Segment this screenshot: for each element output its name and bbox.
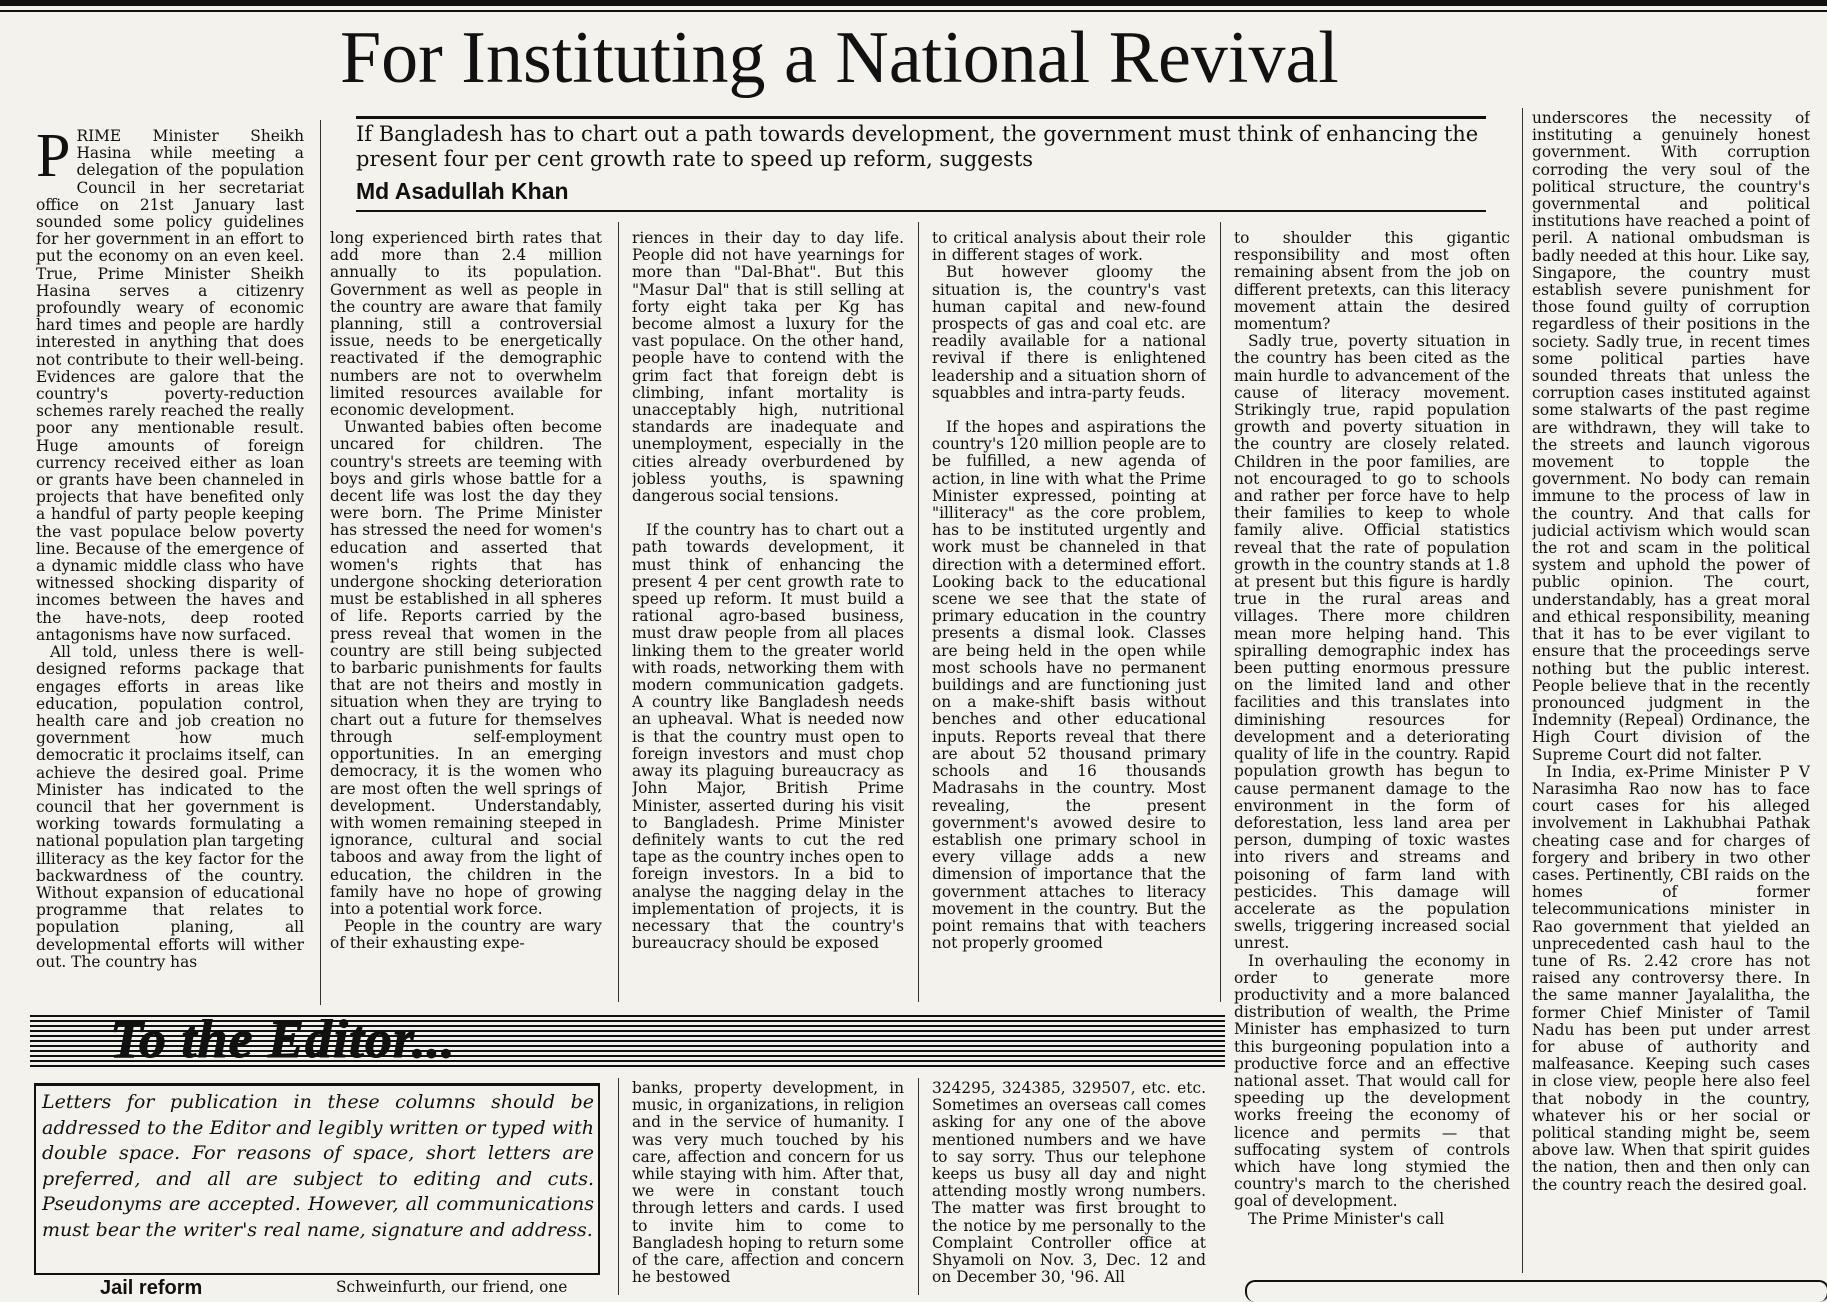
column-divider [1522, 108, 1523, 1273]
article-column-6 [1532, 110, 1810, 1272]
column-divider [918, 1078, 919, 1295]
column-6-paragraph-2: In India, ex-Prime Minister P V Narasimha Rao now has to face court cases for his alleged involvement in Lakhubhai Pathak cheating case and for charges of forgery and bribery in two other cases. Pertinently, CBI raids on the homes of former telecommunications minister in Rao government that yielded an unprecedented cash haul to the tune of Rs. 2.42 crore has not raised any controversy there. In the same manner Jayalalitha, the former Chief Minister of Tamil Nadu has been put under arrest for abuse of authority and malfeasance. Keeping such cases in close view, people here also feel that nobody in the country, whatever his or her social or political standing might be, seem above law. When that spirit guides the nation, then and then only can the country reach the desired goal. [1532, 762, 1810, 1194]
column-2-paragraph-1: long experienced birth rates that add more than 2.4 million annually to its population. Government as well as people in the country are aware that family planning, still a controversial issue, needs to be energetically reactivated if the demographic numbers are not to overwhelm limited resources available for economic development. [330, 230, 602, 420]
top-rule-thin [0, 10, 1827, 12]
column-divider [320, 120, 321, 1005]
bottom-box-edge [1245, 1280, 1827, 1302]
column-5-paragraph-3: In overhauling the economy in order to generate more productivity and a more balanced distribution of wealth, the Prime Minister has emphasized to turn this burgeoning population into a productive force and an effective national asset. That would call for speeding up the development works freeing the economy of licence and permits — that suffocating system of controls which have long stymied the country's march to the cherished goal of development. [1234, 951, 1510, 1211]
column-divider [618, 1078, 619, 1295]
letter-column-1 [632, 1080, 904, 1295]
editor-section-title: To the Editor... [110, 1009, 456, 1069]
column-1-paragraph-1: RIME Minister Sheikh Hasina while meeting a delegation of the population Council in her secretariat office on 21st January last sounded some policy guidelines for her government in an effort to put the economy on an even keel. True, Prime Minister Sheikh Hasina serves a citizenry profoundly weary of economic hard times and people are hardly interested in anything that does not contribute to their well-being. Evidences are galore that the country's poverty-reduction schemes rarely reached the really poor any mentionable result. Huge amounts of foreign currency received either as loan or grants have been channeled in projects that have benefited only a handful of party people keeping the vast populace below poverty line. Because of the emergence of a dynamic middle class who have witnessed shocking disparity of incomes between the haves and the have-nots, deep rooted antagonisms have now surfaced. [36, 128, 304, 644]
column-4-paragraph-3: If the hopes and aspirations the country's 120 million people are to be fulfilled, a new agenda of action, in line with what the Prime Minister expressed, pointing at "illiteracy" as the core problem, has to be instituted urgently and work must be channeled in that direction with a determined effort. Looking back to the educational scene we see that the state of primary education in the country presents a dismal look. Classes are being held in the open while most schools have no permanent buildings and are functioning just on a make-shift basis without benches and other educational inputs. Reports reveal that there are about 52 thousand primary schools and 16 thousands Madrasahs in the country. Most revealing, the present government's avowed desire to establish one primary school in every village adds a new dimension of importance that the government attaches to literacy movement in the country. But the point remains that with teachers not properly groomed [932, 418, 1206, 953]
deck-rule-top [356, 116, 1486, 119]
column-3-paragraph-2: If the country has to chart out a path towards development, it must think of enhancing the present 4 per cent growth rate to speed up reform. It must build a rational agro-based business, must draw people from all places linking them to the greater world with roads, networking them with modern communication gadgets. A country like Bangladesh needs an upheaval. What is needed now is that the country must open to foreign investors and must chop away its plaguing bureaucracy as John Major, British Prime Minister, asserted during his visit to Bangladesh. Prime Minister definitely wants to cut the red tape as the country inches open to foreign investors. In a bid to analyse the nagging delay in the implementation of projects, it is necessary that the country's bureaucracy should be exposed [632, 521, 904, 953]
article-column-4 [932, 230, 1206, 1003]
column-divider [1220, 222, 1221, 1002]
letter-2-text: 324295, 324385, 329507, etc. etc. Sometimes an overseas call comes asking for any one of the above mentioned numbers and we have to say sorry. Thus our telephone keeps us busy all day and night attending mostly wrong numbers. The matter was first brought to the notice by me personally to the Complaint Controller office at Shyamoli on Nov. 3, Dec. 12 and on December 30, '96. All [932, 1080, 1206, 1287]
article-column-1 [36, 128, 304, 1003]
article-column-5 [1234, 230, 1510, 1272]
article-column-2 [330, 230, 602, 1003]
column-5-paragraph-2: Sadly true, poverty situation in the country has been cited as the main hurdle to advancement of the cause of literacy movement. Strikingly true, rapid population growth and poverty situation in the country are closely related. Children in the poor families, are not encouraged to go to schools and rather per force have to help their families to keep to whole family alive. Official statistics reveal that the rate of population growth in the country stands at 1.8 at present but this figure is hardly true in the rural areas and villages. There more children mean more helping hand. This spiralling demographic index has been putting enormous pressure on the limited land and other facilities and this translates into diminishing resources for development and a deteriorating quality of life in the country. Rapid population growth has begun to cause permanent damage to the environment in the form of deforestation, less land area per person, dumping of toxic wastes into rivers and streams and poisoning of farm land with pesticides. This damage will accelerate as the population swells, triggering increased social unrest. [1234, 332, 1510, 953]
column-divider [918, 222, 919, 1002]
top-rule [0, 0, 1827, 6]
letter-1-text: banks, property development, in music, in organizations, in religion and in the service of humanity. I was very much touched by his care, affection and concern for us while staying with him. After that, we were in constant touch through letters and cards. I used to invite him to come to Bangladesh hoping to return some of the care, affection and concern he bestowed [632, 1080, 904, 1287]
headline: For Instituting a National Revival [340, 17, 1339, 99]
column-1-paragraph-2: All told, unless there is well-designed reforms package that engages efforts in areas like education, population control, health care and job creation no government how much democratic it proclaims itself, can achieve the desired goal. Prime Minister has indicated to the council that her government is working towards formulating a national population plan targeting illiteracy as the key factor for the backwardness of the country. Without expansion of educational programme that relates to population planing, all developmental efforts will wither out. The country has [36, 643, 304, 971]
column-4-paragraph-2: But however gloomy the situation is, the country's vast human capital and new-found prospects of gas and coal etc. are readily available for a national revival if there is enlightened leadership and a situation shorn of squabbles and intra-party feuds. [932, 263, 1206, 402]
byline: Md Asadullah Khan [356, 178, 569, 204]
column-6-paragraph-1: underscores the necessity of instituting a genuinely honest government. With corruption corroding the very soul of the political structure, the country's governmental and political institutions have reached a point of peril. A national ombudsman is badly needed at this hour. Like say, Singapore, the country must establish severe punishment for those found guilty of corruption regardless of their positions in the society. Sadly true, in recent times some political parties have sounded threats that unless the corruption cases instituted against some stalwarts of the past regime are withdrawn, they will take to the streets and launch vigorous movement to topple the government. No body can remain immune to the process of law in the country. And that calls for judicial activism which would scan the rot and scam in the political system and uphold the power of public opinion. The court, understandably, has a great moral and ethical responsibility, meaning that it has to be ever vigilant to ensure that the proceedings serve nothing but the public interest. People believe that in the recently pronounced judgment in the Indemnity (Repeal) Ordinance, the High Court division of the Supreme Court did not falter. [1532, 110, 1810, 764]
letter-heading-jail-reform: Jail reform [100, 1277, 203, 1299]
column-2-paragraph-3: People in the country are wary of their exhausting expe- [330, 917, 602, 953]
article-column-3 [632, 230, 904, 1003]
drop-cap: P [36, 128, 71, 190]
column-divider [618, 222, 619, 1002]
column-5-paragraph-1: to shoulder this gigantic responsibility and most often remaining absent from the job on different pretexts, can this literacy movement attain the desired momentum? [1234, 230, 1510, 334]
letter-column-2 [932, 1080, 1206, 1295]
editor-notice: Letters for publication in these columns should be addressed to the Editor and legibly written or typed with double space. For reasons of space, short letters are preferred, and all are subject to editing and cuts. Pseudonyms are accepted. However, all communications must bear the writer's real name, signature and address. [42, 1091, 594, 1241]
column-4-paragraph-1: to critical analysis about their role in different stages of work. [932, 230, 1206, 265]
letter-fragment: Schweinfurth, our friend, one [336, 1279, 568, 1296]
column-5-paragraph-4: The Prime Minister's call [1248, 1209, 1445, 1228]
deck: If Bangladesh has to chart out a path towards development, the government must think of enhancing the present four per cent growth rate to speed up reform, suggests [356, 122, 1479, 171]
deck-rule-bottom [356, 210, 1486, 212]
column-3-paragraph-1: riences in their day to day life. People did not have yearnings for more than "Dal-Bhat". But this "Masur Dal" that is still selling at forty eight taka per Kg has become almost a luxury for the vast populace. On the other hand, people have to contend with the grim fact that foreign debt is climbing, infant mortality is unacceptably high, nutritional standards are inadequate and unemployment, especially in the cities already overburdened by jobless youths, is spawning dangerous social tensions. [632, 230, 904, 506]
column-2-paragraph-2: Unwanted babies often become uncared for children. The country's streets are teeming with boys and girls whose battle for a decent life was lost the day they were born. The Prime Minister has stressed the need for women's education and asserted that women's rights that has undergone shocking deterioration must be established in all spheres of life. Reports carried by the press reveal that women in the country are still being subjected to barbaric punishments for faults that are not theirs and mostly in situation when they are trying to chart out a future for themselves through self-employment opportunities. In an emerging democracy, it is the women who are most often the well springs of development. Understandably, with women remaining steeped in ignorance, cultural and social taboos and away from the light of education, the children in the family have no hope of growing into a potential work force. [330, 418, 602, 918]
